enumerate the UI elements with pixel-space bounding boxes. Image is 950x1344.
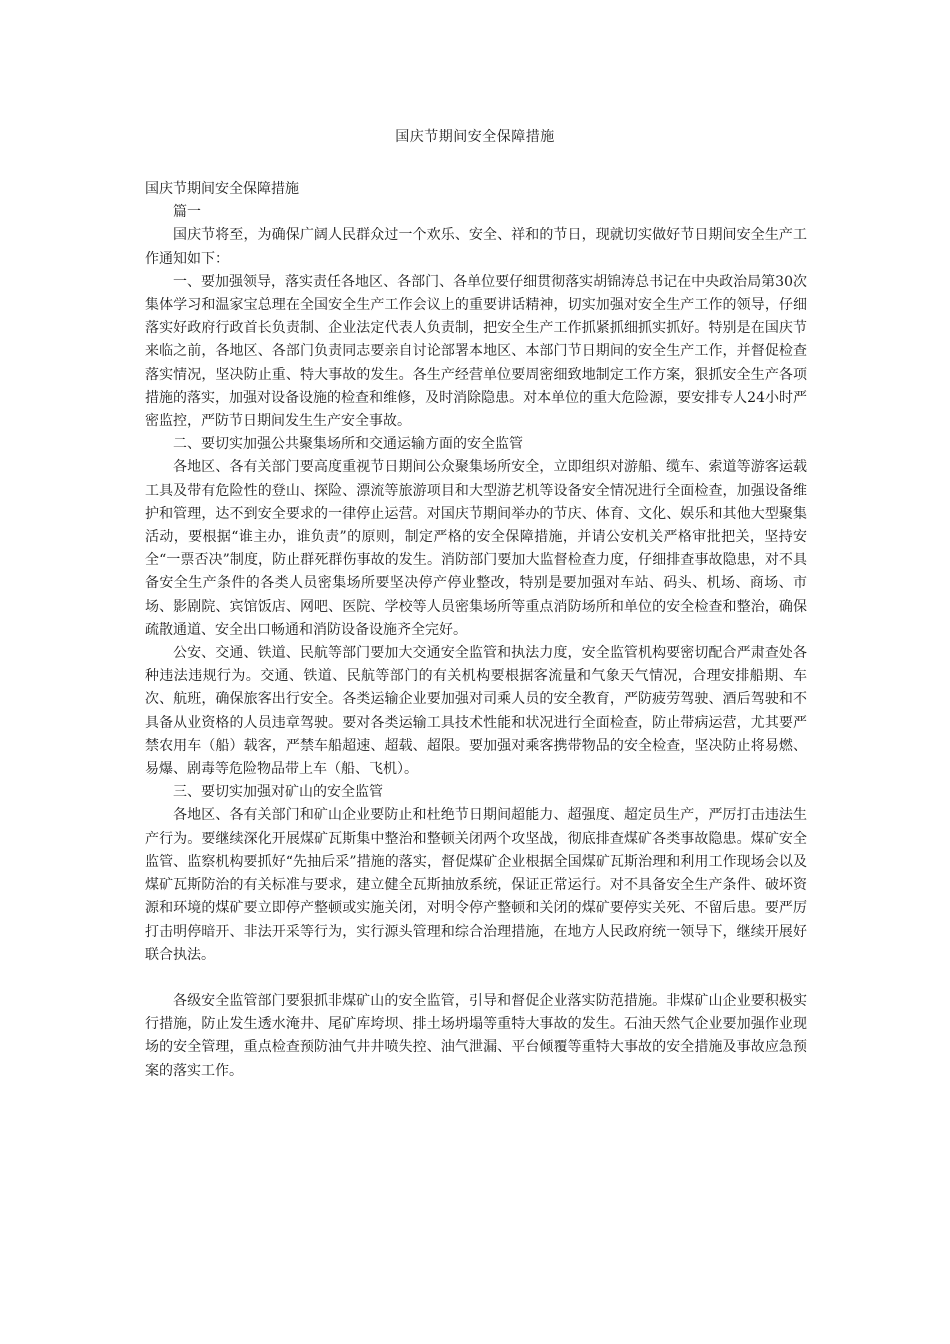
section1-paragraph: 一、要加强领导，落实责任各地区、各部门、各单位要仔细贯彻落实胡锦涛总书记在中央政治局第30次集体学习和温家宝总理在全国安全生产工作会议上的重要讲话精神，切实加强对安全生产工作的领导，仔细落实好政府行政首长负责制、企业法定代表人负责制，把安全生产工作抓紧抓细抓实抓好。特别是在国庆节来临之前，各地区、各部门负责同志要亲自讨论部署本地区、本部门节日期间的安全生产工作，并督促检查落实情况，坚决防止重、特大事故的发生。各生产经营单位要周密细致地制定工作方案，狠抓安全生产各项措施的落实，加强对设备设施的检查和维修，及时消除隐患。对本单位的重大危险源，要安排专人24小时严密监控，严防节日期间发生生产安全事故。	[145, 273, 807, 430]
document-body	[145, 178, 807, 1083]
paragraph-gap	[145, 967, 807, 990]
section3-paragraph-1: 各地区、各有关部门和矿山企业要防止和杜绝节日期间超能力、超强度、超定员生产，严厉打击违法生产行为。要继续深化开展煤矿瓦斯集中整治和整顿关闭两个攻坚战，彻底排查煤矿各类事故隐患。煤矿安全监管、监察机构要抓好“先抽后采”措施的落实，督促煤矿企业根据全国煤矿瓦斯治理和利用工作现场会以及煤矿瓦斯防治的有关标准与要求，建立健全瓦斯抽放系统，保证正常运行。对不具备安全生产条件、破坏资源和环境的煤矿要立即停产整顿或实施关闭，对明令停产整顿和关闭的煤矿要停实关死、不留后患。要严厉打击明停暗开、非法开采等行为，实行源头管理和综合治理措施，在地方人民政府统一领导下，继续开展好联合执法。	[145, 807, 807, 963]
section2-paragraph-2: 公安、交通、铁道、民航等部门要加大交通安全监管和执法力度，安全监管机构要密切配合严肃查处各种违法违规行为。交通、铁道、民航等部门的有关机构要根据客流量和气象天气情况，合理安排船期、车次、航班，确保旅客出行安全。各类运输企业要加强对司乘人员的安全教育，严防疲劳驾驶、酒后驾驶和不具备从业资格的人员违章驾驶。要对各类运输工具技术性能和状况进行全面检查，防止带病运营，尤其要严禁农用车（船）载客，严禁车船超速、超载、超限。要加强对乘客携带物品的安全检查，坚决防止将易燃、易爆、剧毒等危险物品带上车（船、飞机）。	[145, 645, 807, 778]
document-subtitle: 国庆节期间安全保障措施	[145, 181, 299, 197]
intro-paragraph: 国庆节将至，为确保广阔人民群众过一个欢乐、安全、祥和的节日，现就切实做好节日期间安全生产工作通知如下：	[145, 227, 807, 267]
part-label: 篇一	[173, 204, 201, 221]
section3-paragraph-2: 各级安全监管部门要狠抓非煤矿山的安全监管，引导和督促企业落实防范措施。非煤矿山企业要积极实行措施，防止发生透水淹井、尾矿库垮坝、排土场坍塌等重特大事故的发生。石油天然气企业要加强作业现场的安全管理，重点检查预防油气井井喷失控、油气泄漏、平台倾覆等重特大事故的安全措施及事故应急预案的落实工作。	[145, 992, 807, 1079]
section3-heading: 三、要切实加强对矿山的安全监管	[173, 784, 383, 801]
section2-heading: 二、要切实加强公共聚集场所和交通运输方面的安全监管	[173, 436, 523, 453]
document-title: 国庆节期间安全保障措施	[395, 129, 555, 145]
section2-paragraph-1: 各地区、各有关部门要高度重视节日期间公众聚集场所安全，立即组织对游船、缆车、索道等游客运载工具及带有危险性的登山、探险、漂流等旅游项目和大型游艺机等设备安全情况进行全面检查，加强设备维护和管理，达不到安全要求的一律停止运营。对国庆节期间举办的节庆、体育、文化、娱乐和其他大型聚集活动，要根据“谁主办，谁负责”的原则，制定严格的安全保障措施，并请公安机关严格审批把关，坚持安全“一票否决”制度，防止群死群伤事故的发生。消防部门要加大监督检查力度，仔细排查事故隐患，对不具备安全生产条件的各类人员密集场所要坚决停产停业整改，特别是要加强对车站、码头、机场、商场、市场、影剧院、宾馆饭店、网吧、医院、学校等人员密集场所等重点消防场所和单位的安全检查和整治，确保疏散通道、安全出口畅通和消防设备设施齐全完好。	[145, 459, 807, 638]
